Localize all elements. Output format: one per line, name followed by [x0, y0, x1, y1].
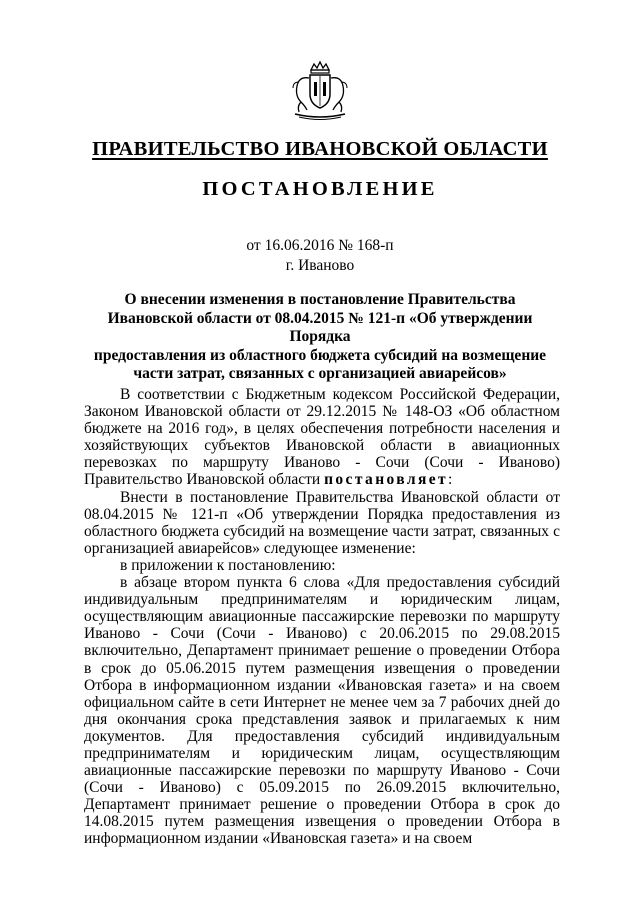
coat-of-arms-icon — [289, 60, 351, 122]
document-title — [80, 291, 560, 384]
organization-name: ПРАВИТЕЛЬСТВО ИВАНОВСКОЙ ОБЛАСТИ — [92, 138, 548, 160]
date-number: от 16.06.2016 № 168-п — [246, 237, 394, 254]
city: г. Иваново — [285, 257, 355, 274]
date-place-block — [0, 236, 640, 276]
paragraph-annex: в приложении к постановлению: — [120, 556, 336, 574]
preamble-colon: : — [448, 471, 453, 489]
paragraph-amendment: Внести в постановление Правительства Ивановской области от 08.04.2015 № 121-п «Об утверждении Порядка предоставления из областного бюджета субсидий на возмещение части затрат, связанных с организацией авиарейсов» следующее изменение: — [84, 488, 560, 557]
title-line: части затрат, связанных с организацией авиарейсов» — [133, 365, 507, 383]
title-line: предоставления из областного бюджета субсидий на возмещение — [93, 346, 547, 364]
preamble-text: В соответствии с Бюджетным кодексом Российской Федерации, Законом Ивановской области от 29.12.2015 № 148-ОЗ «Об областном бюджете на 2016 год», в целях обеспечения потребности населения и хозяйствующих субъектов Ивановской области в авиационных перевозках по маршруту Иваново - Сочи (Сочи - Иваново) Правительство Ивановской области — [84, 386, 560, 489]
paragraph-clause: в абзаце втором пункта 6 слова «Для предоставления субсидий индивидуальным предпринимателям и юридическим лицам, осуществляющим авиационные пассажирские перевозки по маршруту Иваново - Сочи (Сочи - Иваново) с 20.06.2015 по 29.08.2015 включительно, Департамент принимает решение о проведении Отбора в срок до 05.06.2015 путем размещения извещения о проведении Отбора в информационном издании «Ивановская газета» и на своем официальном сайте в сети Интернет не менее чем за 7 рабочих дней до дня окончания срока представления заявок и прилагаемых к ним документов. Для предоставления субсидий индивидуальным предпринимателям и юридическим лицам, осуществляющим авиационные пассажирские перевозки по маршруту Иваново - Сочи (Сочи - Иваново) с 05.09.2015 по 26.09.2015 включительно, Департамент принимает решение о проведении Отбора в срок до 14.08.2015 путем размещения извещения о проведении Отбора в информационном издании «Ивановская газета» и на своем — [84, 574, 560, 848]
document-body — [84, 386, 560, 848]
title-line: О внесении изменения в постановление Правительства — [124, 291, 516, 308]
document-type: ПОСТАНОВЛЕНИЕ — [202, 178, 438, 200]
resolves-word: постановляет — [324, 471, 449, 489]
title-line: Ивановской области от 08.04.2015 № 121-п «Об утверждении Порядка — [107, 309, 533, 346]
paragraph-preamble — [84, 386, 560, 489]
